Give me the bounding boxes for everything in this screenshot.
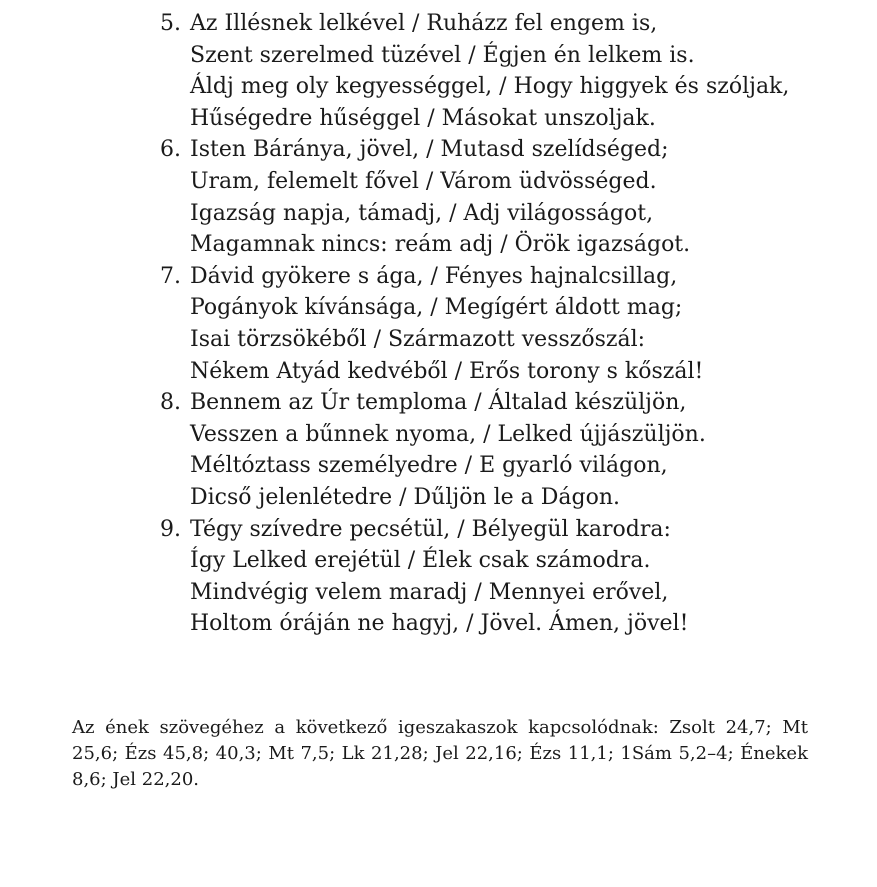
stanza-9 (160, 514, 860, 640)
stanza-line (160, 419, 860, 451)
stanza-line (160, 545, 860, 577)
line-text: Hűségedre hűséggel / Másokat unszoljak. (190, 105, 656, 131)
stanza-line (160, 40, 860, 72)
line-text: Nékem Atyád kedvéből / Erős torony s kőszál! (190, 358, 704, 384)
stanza-line (160, 387, 860, 419)
line-text: Pogányok kívánsága, / Megígért áldott mag; (190, 295, 683, 321)
line-text: Tégy szívedre pecsétül, / Bélyegül karodra: (190, 516, 671, 542)
line-text: Áldj meg oly kegyességgel, / Hogy higgyek és szóljak, (190, 74, 790, 100)
stanza-line (160, 324, 860, 356)
stanza-number: 7. (160, 263, 181, 289)
stanza-line (160, 292, 860, 324)
stanza-line (160, 229, 860, 261)
line-text: Méltóztass személyedre / E gyarló világon, (190, 453, 668, 479)
line-text: Dicső jelenlétedre / Dűljön le a Dágon. (190, 484, 620, 510)
stanza-7 (160, 261, 860, 387)
stanza-line (160, 261, 860, 293)
line-text: Így Lelked erejétül / Élek csak számodra. (190, 548, 651, 574)
stanza-line (160, 134, 860, 166)
stanza-8 (160, 387, 860, 513)
stanza-number: 5. (160, 11, 181, 36)
line-text: Isten Báránya, jövel, / Mutasd szelídséged; (190, 137, 669, 163)
stanza-line (160, 577, 860, 609)
stanza-line (160, 608, 860, 640)
line-text: Vesszen a bűnnek nyoma, / Lelked újjászüljön. (190, 421, 706, 447)
stanza-line (160, 71, 860, 103)
stanza-number: 6. (160, 137, 181, 163)
line-text: Uram, felemelt fővel / Várom üdvösséged. (190, 168, 657, 194)
stanza-line (160, 198, 860, 230)
line-text: Az Illésnek lelkével / Ruházz fel engem is, (190, 11, 658, 36)
stanza-line (160, 356, 860, 388)
stanza-6 (160, 134, 860, 260)
line-text: Igazság napja, támadj, / Adj világosságot, (190, 200, 654, 226)
scripture-references: Az ének szövegéhez a következő igeszakaszok kapcsolódnak: Zsolt 24,7; Mt 25,6; Ézs 45,8; 40,3; Mt 7,5; Lk 21,28; Jel 22,16; Ézs 11,1; 1Sám 5,2–4; Énekek 8,6; Jel 22,20. (72, 717, 808, 790)
stanza-line (160, 103, 860, 135)
stanza-line (160, 482, 860, 514)
stanza-5 (160, 8, 860, 134)
stanza-line (160, 450, 860, 482)
line-text: Dávid gyökere s ága, / Fényes hajnalcsillag, (190, 263, 678, 289)
stanza-line (160, 514, 860, 546)
line-text: Bennem az Úr temploma / Általad készüljön, (190, 390, 687, 416)
hymn-text (160, 8, 860, 640)
stanza-number: 8. (160, 390, 181, 416)
stanza-line (160, 166, 860, 198)
stanza-number: 9. (160, 516, 181, 542)
line-text: Magamnak nincs: reám adj / Örök igazságot. (190, 232, 691, 258)
line-text: Szent szerelmed tüzével / Égjen én lelkem is. (190, 42, 695, 68)
line-text: Mindvégig velem maradj / Mennyei erővel, (190, 579, 669, 605)
line-text: Holtom óráján ne hagyj, / Jövel. Ámen, jövel! (190, 611, 689, 637)
line-text: Isai törzsökéből / Származott vesszőszál: (190, 326, 646, 352)
stanza-line (160, 8, 860, 40)
